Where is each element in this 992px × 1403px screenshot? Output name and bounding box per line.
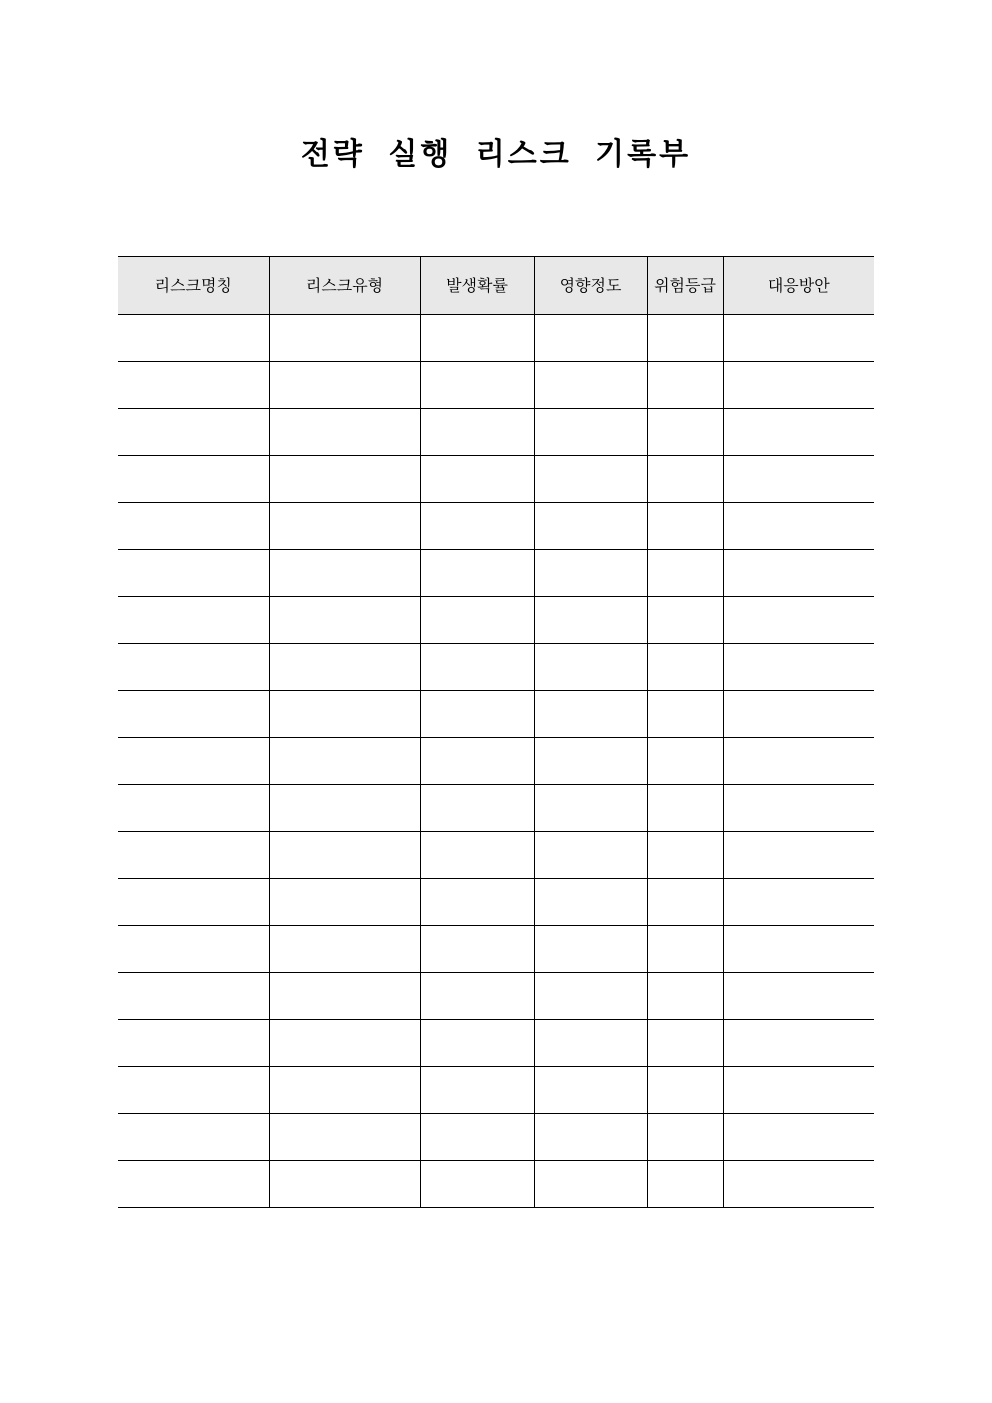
- cell-risk-level[interactable]: [647, 691, 723, 738]
- cell-probability[interactable]: [420, 832, 534, 879]
- cell-probability[interactable]: [420, 1161, 534, 1208]
- cell-impact[interactable]: [534, 691, 647, 738]
- table-row: [118, 644, 874, 691]
- table-row: [118, 503, 874, 550]
- cell-risk-name[interactable]: [118, 503, 269, 550]
- cell-risk-level[interactable]: [647, 1067, 723, 1114]
- cell-risk-type[interactable]: [269, 550, 420, 597]
- cell-risk-type[interactable]: [269, 879, 420, 926]
- table-row: [118, 1161, 874, 1208]
- cell-probability[interactable]: [420, 362, 534, 409]
- cell-response-plan[interactable]: [723, 456, 874, 503]
- table-row: [118, 1114, 874, 1161]
- cell-impact[interactable]: [534, 879, 647, 926]
- cell-probability[interactable]: [420, 456, 534, 503]
- cell-risk-name[interactable]: [118, 409, 269, 456]
- cell-risk-type[interactable]: [269, 691, 420, 738]
- cell-response-plan[interactable]: [723, 1067, 874, 1114]
- cell-risk-level[interactable]: [647, 879, 723, 926]
- table-row: [118, 973, 874, 1020]
- cell-response-plan[interactable]: [723, 691, 874, 738]
- cell-response-plan[interactable]: [723, 550, 874, 597]
- cell-probability[interactable]: [420, 785, 534, 832]
- cell-probability[interactable]: [420, 738, 534, 785]
- cell-risk-name[interactable]: [118, 879, 269, 926]
- cell-probability[interactable]: [420, 1114, 534, 1161]
- cell-impact[interactable]: [534, 362, 647, 409]
- cell-probability[interactable]: [420, 503, 534, 550]
- cell-probability[interactable]: [420, 597, 534, 644]
- cell-response-plan[interactable]: [723, 832, 874, 879]
- table-row: [118, 597, 874, 644]
- cell-risk-name[interactable]: [118, 785, 269, 832]
- cell-response-plan[interactable]: [723, 926, 874, 973]
- cell-impact[interactable]: [534, 315, 647, 362]
- table-row: [118, 691, 874, 738]
- cell-risk-name[interactable]: [118, 1020, 269, 1067]
- cell-risk-level[interactable]: [647, 1114, 723, 1161]
- cell-response-plan[interactable]: [723, 973, 874, 1020]
- cell-risk-type[interactable]: [269, 1067, 420, 1114]
- cell-response-plan[interactable]: [723, 738, 874, 785]
- cell-risk-type[interactable]: [269, 456, 420, 503]
- header-response-plan: 대응방안: [723, 257, 874, 315]
- cell-probability[interactable]: [420, 1020, 534, 1067]
- table-row: [118, 785, 874, 832]
- cell-impact[interactable]: [534, 738, 647, 785]
- cell-risk-name[interactable]: [118, 973, 269, 1020]
- cell-risk-type[interactable]: [269, 973, 420, 1020]
- cell-risk-name[interactable]: [118, 456, 269, 503]
- table-row: [118, 362, 874, 409]
- header-impact: 영향정도: [534, 257, 647, 315]
- cell-impact[interactable]: [534, 597, 647, 644]
- cell-impact[interactable]: [534, 456, 647, 503]
- cell-risk-type[interactable]: [269, 1161, 420, 1208]
- cell-risk-type[interactable]: [269, 832, 420, 879]
- page-title: 전략 실행 리스크 기록부: [300, 137, 692, 172]
- cell-risk-level[interactable]: [647, 456, 723, 503]
- table-row: [118, 456, 874, 503]
- cell-risk-level[interactable]: [647, 832, 723, 879]
- cell-risk-level[interactable]: [647, 550, 723, 597]
- cell-response-plan[interactable]: [723, 409, 874, 456]
- cell-probability[interactable]: [420, 1067, 534, 1114]
- cell-response-plan[interactable]: [723, 879, 874, 926]
- cell-response-plan[interactable]: [723, 1020, 874, 1067]
- cell-risk-level[interactable]: [647, 1020, 723, 1067]
- table-row: [118, 1020, 874, 1067]
- cell-risk-name[interactable]: [118, 926, 269, 973]
- header-risk-type: 리스크유형: [269, 257, 420, 315]
- table-row: [118, 315, 874, 362]
- cell-risk-type[interactable]: [269, 1114, 420, 1161]
- cell-risk-name[interactable]: [118, 597, 269, 644]
- cell-risk-level[interactable]: [647, 973, 723, 1020]
- table-row: [118, 1067, 874, 1114]
- cell-risk-level[interactable]: [647, 597, 723, 644]
- cell-risk-level[interactable]: [647, 409, 723, 456]
- cell-probability[interactable]: [420, 550, 534, 597]
- risk-register-table: [118, 256, 874, 1208]
- cell-risk-level[interactable]: [647, 644, 723, 691]
- cell-response-plan[interactable]: [723, 315, 874, 362]
- cell-probability[interactable]: [420, 315, 534, 362]
- cell-impact[interactable]: [534, 1020, 647, 1067]
- cell-risk-name[interactable]: [118, 738, 269, 785]
- cell-risk-level[interactable]: [647, 315, 723, 362]
- cell-impact[interactable]: [534, 1161, 647, 1208]
- cell-risk-type[interactable]: [269, 503, 420, 550]
- cell-risk-type[interactable]: [269, 644, 420, 691]
- header-probability: 발생확률: [420, 257, 534, 315]
- cell-risk-name[interactable]: [118, 362, 269, 409]
- cell-response-plan[interactable]: [723, 362, 874, 409]
- cell-risk-name[interactable]: [118, 1067, 269, 1114]
- header-risk-name: 리스크명칭: [118, 257, 269, 315]
- cell-risk-type[interactable]: [269, 926, 420, 973]
- table-row: [118, 926, 874, 973]
- cell-risk-level[interactable]: [647, 738, 723, 785]
- cell-risk-name[interactable]: [118, 550, 269, 597]
- cell-probability[interactable]: [420, 409, 534, 456]
- cell-risk-level[interactable]: [647, 362, 723, 409]
- cell-risk-level[interactable]: [647, 926, 723, 973]
- table-row: [118, 738, 874, 785]
- cell-impact[interactable]: [534, 644, 647, 691]
- cell-impact[interactable]: [534, 1067, 647, 1114]
- cell-probability[interactable]: [420, 926, 534, 973]
- cell-response-plan[interactable]: [723, 503, 874, 550]
- cell-response-plan[interactable]: [723, 644, 874, 691]
- cell-response-plan[interactable]: [723, 597, 874, 644]
- cell-risk-name[interactable]: [118, 1114, 269, 1161]
- header-risk-level: 위험등급: [647, 257, 723, 315]
- table-header: [118, 257, 874, 315]
- cell-risk-type[interactable]: [269, 738, 420, 785]
- cell-risk-name[interactable]: [118, 1161, 269, 1208]
- cell-risk-type[interactable]: [269, 409, 420, 456]
- cell-probability[interactable]: [420, 691, 534, 738]
- table-row: [118, 879, 874, 926]
- cell-risk-level[interactable]: [647, 785, 723, 832]
- cell-response-plan[interactable]: [723, 785, 874, 832]
- cell-impact[interactable]: [534, 832, 647, 879]
- cell-impact[interactable]: [534, 1114, 647, 1161]
- table-row: [118, 550, 874, 597]
- cell-impact[interactable]: [534, 550, 647, 597]
- cell-probability[interactable]: [420, 973, 534, 1020]
- cell-impact[interactable]: [534, 973, 647, 1020]
- cell-probability[interactable]: [420, 879, 534, 926]
- cell-risk-type[interactable]: [269, 785, 420, 832]
- cell-impact[interactable]: [534, 785, 647, 832]
- cell-response-plan[interactable]: [723, 1161, 874, 1208]
- cell-risk-type[interactable]: [269, 1020, 420, 1067]
- cell-probability[interactable]: [420, 644, 534, 691]
- cell-risk-type[interactable]: [269, 315, 420, 362]
- cell-risk-level[interactable]: [647, 1161, 723, 1208]
- cell-risk-name[interactable]: [118, 315, 269, 362]
- cell-impact[interactable]: [534, 926, 647, 973]
- header-row: [118, 257, 874, 315]
- cell-risk-type[interactable]: [269, 597, 420, 644]
- cell-impact[interactable]: [534, 409, 647, 456]
- table-row: [118, 409, 874, 456]
- cell-risk-type[interactable]: [269, 362, 420, 409]
- cell-risk-name[interactable]: [118, 832, 269, 879]
- cell-risk-name[interactable]: [118, 691, 269, 738]
- cell-impact[interactable]: [534, 503, 647, 550]
- table-row: [118, 832, 874, 879]
- cell-response-plan[interactable]: [723, 1114, 874, 1161]
- table-body: [118, 315, 874, 1208]
- cell-risk-level[interactable]: [647, 503, 723, 550]
- cell-risk-name[interactable]: [118, 644, 269, 691]
